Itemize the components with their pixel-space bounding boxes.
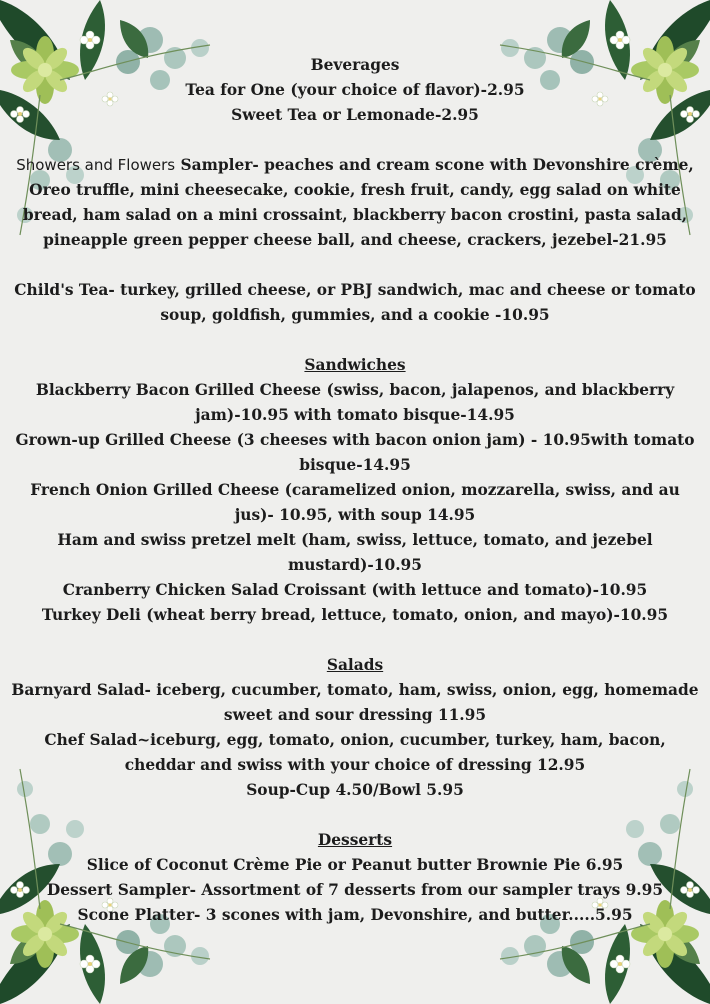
menu-item: Turkey Deli (wheat berry bread, lettuce, tomato, onion, and mayo)-10.95 bbox=[41, 606, 669, 624]
menu-item: Blackberry Bacon Grilled Cheese (swiss, bacon, jalapenos, and blackberry jam)-10.95 with tomato bisque-14.95 bbox=[35, 381, 675, 424]
menu-item: Barnyard Salad- iceberg, cucumber, tomato, ham, swiss, onion, egg, homemade sweet and sour dressing 11.95 bbox=[11, 681, 699, 724]
salads-heading: Salads bbox=[326, 656, 384, 674]
menu-item: Soup-Cup 4.50/Bowl 5.95 bbox=[246, 781, 464, 799]
desserts-heading: Desserts bbox=[317, 831, 393, 849]
menu-item: French Onion Grilled Cheese (caramelized onion, mozzarella, swiss, and au jus)- 10.95, with soup 14.95 bbox=[30, 481, 680, 524]
beverages-heading: Beverages bbox=[310, 56, 400, 74]
childs-tea-item: Child's Tea- turkey, grilled cheese, or PBJ sandwich, mac and cheese or tomato soup, goldfish, gummies, and a cookie -10.95 bbox=[14, 281, 696, 324]
menu-item: Slice of Coconut Crème Pie or Peanut butter Brownie Pie 6.95 bbox=[86, 856, 624, 874]
menu-item: Ham and swiss pretzel melt (ham, swiss, lettuce, tomato, and jezebel mustard)-10.95 bbox=[57, 531, 653, 574]
menu-item: Cranberry Chicken Salad Croissant (with lettuce and tomato)-10.95 bbox=[62, 581, 648, 599]
menu-body bbox=[10, 53, 700, 928]
sampler-prefix: Showers and Flowers bbox=[16, 156, 176, 174]
menu-item: Dessert Sampler- Assortment of 7 desserts from our sampler trays 9.95 bbox=[46, 881, 664, 899]
menu-item: Scone Platter- 3 scones with jam, Devonshire, and butter.....5.95 bbox=[77, 906, 633, 924]
sampler-text: Sampler- peaches and cream scone with Devonshire crème, Oreo truffle, mini cheesecake, cookie, fresh fruit, candy, egg salad on white bread, ham salad on a mini crossaint, blackberry bacon crostini, pasta salad, pineapple green pepper cheese ball, and cheese, crackers, jezebel-21.95 bbox=[22, 156, 694, 249]
menu-item: Tea for One (your choice of flavor)-2.95 bbox=[185, 81, 525, 99]
menu-item: Sweet Tea or Lemonade-2.95 bbox=[231, 106, 479, 124]
sandwiches-heading: Sandwiches bbox=[304, 356, 406, 374]
menu-item: Chef Salad~iceburg, egg, tomato, onion, cucumber, turkey, ham, bacon, cheddar and swiss with your choice of dressing 12.95 bbox=[44, 731, 666, 774]
menu-item: Grown-up Grilled Cheese (3 cheeses with bacon onion jam) - 10.95with tomato bisque-14.95 bbox=[15, 431, 695, 474]
sampler-item bbox=[10, 153, 700, 253]
